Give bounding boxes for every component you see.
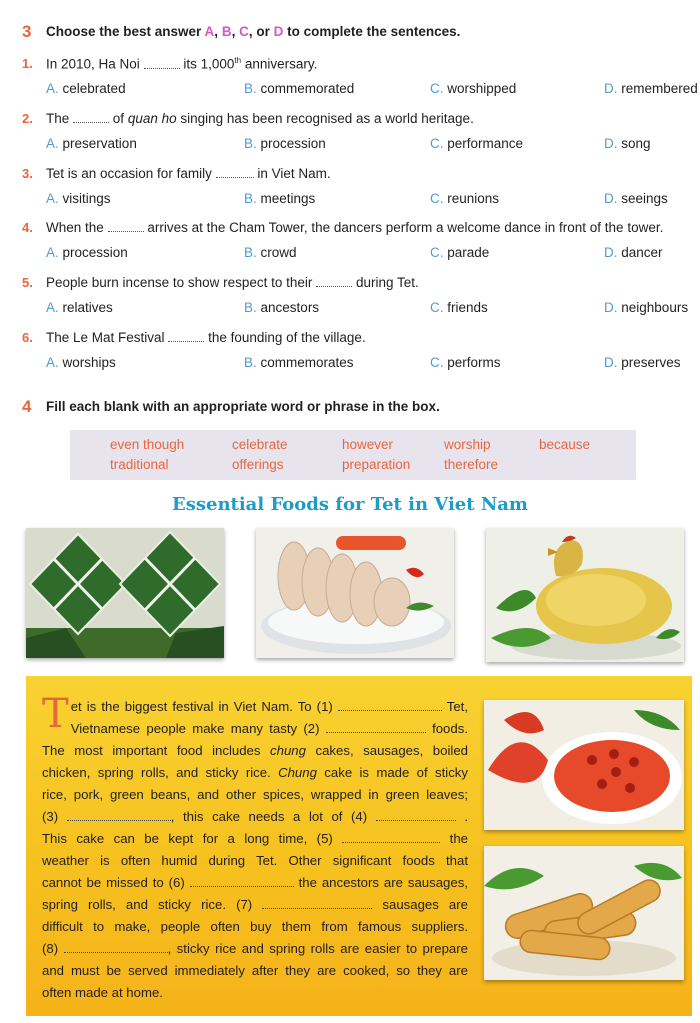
option-b[interactable] bbox=[244, 245, 297, 260]
title-or: , or bbox=[248, 24, 274, 39]
option-text: worships bbox=[62, 355, 116, 370]
exercise-3-number: 3 bbox=[22, 22, 32, 41]
exercise-3-title bbox=[46, 24, 460, 39]
title-text-prefix: Choose the best answer bbox=[46, 24, 205, 39]
title-letter-b: B bbox=[221, 24, 232, 39]
option-d[interactable] bbox=[604, 300, 688, 315]
passage-line: weather is often humid during Tet. Other significant foods that bbox=[42, 853, 468, 868]
question-number: 1. bbox=[22, 56, 33, 71]
option-letter: B. bbox=[244, 136, 257, 151]
passage-fragment: (8) bbox=[42, 941, 59, 956]
passage-blank-3 bbox=[67, 809, 171, 821]
title-letter-c: C bbox=[239, 24, 249, 39]
spring-rolls-photo bbox=[484, 846, 684, 980]
option-text: celebrated bbox=[62, 81, 126, 96]
question-number: 4. bbox=[22, 220, 33, 235]
option-c[interactable] bbox=[430, 136, 523, 151]
question-2 bbox=[0, 111, 700, 167]
option-c[interactable] bbox=[430, 81, 516, 96]
word-option: even though bbox=[110, 437, 185, 452]
question-text bbox=[46, 111, 474, 126]
option-text: song bbox=[621, 136, 651, 151]
passage-line bbox=[42, 806, 468, 828]
question-1 bbox=[0, 56, 700, 112]
passage-line bbox=[42, 696, 468, 718]
option-letter: A. bbox=[46, 300, 59, 315]
option-d[interactable] bbox=[604, 81, 698, 96]
option-text: procession bbox=[62, 245, 128, 260]
word-option: celebrate bbox=[232, 437, 288, 452]
option-b[interactable] bbox=[244, 300, 319, 315]
option-text: procession bbox=[260, 136, 326, 151]
question-text-after: during Tet. bbox=[355, 275, 419, 290]
question-number: 5. bbox=[22, 275, 33, 290]
word-option: worship bbox=[444, 437, 491, 452]
passage-fragment: Tet, bbox=[446, 699, 468, 714]
question-text-after: in Viet Nam. bbox=[257, 166, 331, 181]
sausage-photo bbox=[256, 528, 454, 658]
passage-blank-7 bbox=[262, 897, 372, 909]
option-text: crowd bbox=[260, 245, 297, 260]
passage-blank-1 bbox=[338, 699, 442, 711]
passage-fragment: chicken, spring rolls, and sticky rice. bbox=[42, 765, 279, 780]
passage-fragment: the bbox=[449, 831, 469, 846]
question-3 bbox=[0, 166, 700, 222]
option-a[interactable] bbox=[46, 136, 137, 151]
word-option: traditional bbox=[110, 457, 169, 472]
word-option: offerings bbox=[232, 457, 284, 472]
chung-cake-image bbox=[26, 528, 224, 658]
passage-line bbox=[42, 828, 468, 850]
option-letter: C. bbox=[430, 245, 444, 260]
option-a[interactable] bbox=[46, 300, 113, 315]
question-text-before: In 2010, Ha Noi bbox=[46, 56, 140, 72]
option-a[interactable] bbox=[46, 355, 116, 370]
passage-text bbox=[42, 691, 469, 1004]
question-text-after: the founding of the village. bbox=[208, 330, 366, 345]
option-letter: B. bbox=[244, 81, 257, 96]
italic-term: quan ho bbox=[127, 111, 177, 126]
option-text: commemorated bbox=[260, 81, 355, 96]
option-d[interactable] bbox=[604, 245, 663, 260]
option-a[interactable] bbox=[46, 191, 111, 206]
option-text: dancer bbox=[621, 245, 663, 260]
passage-line bbox=[42, 938, 468, 960]
option-letter: C. bbox=[430, 136, 444, 151]
option-text: relatives bbox=[62, 300, 113, 315]
passage-fragment: the ancestors are sausages, bbox=[298, 875, 468, 890]
option-c[interactable] bbox=[430, 355, 501, 370]
passage-fragment: et is the biggest festival in Viet Nam. To (1) bbox=[70, 699, 333, 714]
question-text-before: When the bbox=[46, 220, 104, 235]
option-b[interactable] bbox=[244, 355, 354, 370]
passage-fragment: cakes, sausages, boiled bbox=[305, 743, 468, 758]
chicken-photo bbox=[486, 528, 684, 662]
exercise-4-number: 4 bbox=[22, 397, 32, 416]
question-text-after: its 1,000 bbox=[183, 56, 235, 72]
answer-blank bbox=[144, 58, 180, 69]
passage-blank-4 bbox=[376, 809, 456, 821]
title-text-suffix: to complete the sentences. bbox=[283, 24, 461, 39]
option-text: neighbours bbox=[621, 300, 689, 315]
passage-line bbox=[42, 894, 468, 916]
option-letter: D. bbox=[604, 136, 618, 151]
option-letter: A. bbox=[46, 81, 59, 96]
question-text-before: Tet is an occasion for family bbox=[46, 166, 212, 181]
answer-blank bbox=[316, 276, 352, 287]
option-letter: C. bbox=[430, 81, 444, 96]
passage-fragment: The most important food includes bbox=[42, 743, 271, 758]
word-option: therefore bbox=[444, 457, 499, 472]
option-letter: C. bbox=[430, 191, 444, 206]
option-text: preservation bbox=[62, 136, 137, 151]
question-text-after: singing has been recognised as a world heritage. bbox=[176, 111, 474, 126]
option-text: commemorates bbox=[260, 355, 354, 370]
option-d[interactable] bbox=[604, 136, 651, 151]
spring-rolls-image bbox=[484, 846, 684, 980]
title-letter-a: A bbox=[204, 24, 215, 39]
passage-fragment: Vietnamese people make many tasty (2) bbox=[70, 721, 320, 736]
passage-line: often made at home. bbox=[42, 985, 163, 1000]
answer-blank bbox=[168, 331, 204, 342]
italic-term: Chung bbox=[278, 765, 317, 780]
option-c[interactable] bbox=[430, 300, 488, 315]
option-b[interactable] bbox=[244, 81, 354, 96]
question-5 bbox=[0, 275, 700, 331]
option-d[interactable] bbox=[604, 191, 668, 206]
passage-line: difficult to make, people often buy them from famous suppliers. bbox=[42, 919, 468, 934]
question-4 bbox=[0, 220, 700, 276]
question-text-of: of bbox=[112, 111, 128, 126]
option-letter: D. bbox=[604, 191, 618, 206]
passage-blank-5 bbox=[342, 831, 440, 843]
option-text: meetings bbox=[260, 191, 316, 206]
option-letter: D. bbox=[604, 300, 618, 315]
question-number: 2. bbox=[22, 111, 33, 126]
option-text: performance bbox=[447, 136, 524, 151]
question-6 bbox=[0, 330, 700, 386]
option-letter: A. bbox=[46, 136, 59, 151]
passage-blank-8 bbox=[64, 941, 168, 953]
passage-blank-6 bbox=[190, 875, 294, 887]
exercise-4-title: Fill each blank with an appropriate word or phrase in the box. bbox=[46, 399, 440, 414]
option-letter: A. bbox=[46, 245, 59, 260]
option-text: reunions bbox=[447, 191, 500, 206]
option-text: visitings bbox=[62, 191, 111, 206]
passage-fragment: spring rolls, and sticky rice. (7) bbox=[42, 897, 253, 912]
sticky-rice-photo bbox=[484, 700, 684, 830]
option-c[interactable] bbox=[430, 191, 499, 206]
passage-fragment: foods. bbox=[432, 721, 468, 736]
option-text: parade bbox=[447, 245, 490, 260]
option-text: friends bbox=[447, 300, 488, 315]
passage-fragment: . bbox=[464, 809, 469, 824]
option-d[interactable] bbox=[604, 355, 681, 370]
title-letter-d: D bbox=[273, 24, 284, 39]
question-text-before: The bbox=[46, 111, 70, 126]
passage-fragment: cake is made of sticky bbox=[316, 765, 468, 780]
word-box bbox=[70, 430, 636, 480]
passage-fragment: (3) bbox=[42, 809, 59, 824]
option-letter: D. bbox=[604, 81, 618, 96]
reading-title: Essential Foods for Tet in Viet Nam bbox=[172, 494, 528, 515]
word-option: because bbox=[539, 437, 591, 452]
option-letter: C. bbox=[430, 355, 444, 370]
passage-fragment: cannot be missed to (6) bbox=[42, 875, 185, 890]
question-number: 3. bbox=[22, 166, 33, 181]
option-letter: B. bbox=[244, 300, 257, 315]
question-text-after: arrives at the Cham Tower, the dancers perform a welcome dance in front of the tower. bbox=[147, 220, 664, 235]
option-letter: D. bbox=[604, 355, 618, 370]
passage-fragment: , sticky rice and spring rolls are easier to prepare bbox=[167, 941, 468, 956]
drop-cap: T bbox=[42, 691, 69, 737]
question-text-before: The Le Mat Festival bbox=[46, 330, 165, 345]
option-a[interactable] bbox=[46, 245, 128, 260]
passage-line bbox=[42, 740, 468, 762]
passage-fragment: This cake can be kept for a long time, (5) bbox=[42, 831, 333, 846]
passage-fragment: , this cake needs a lot of (4) bbox=[170, 809, 368, 824]
option-text: worshipped bbox=[447, 81, 517, 96]
option-c[interactable] bbox=[430, 245, 489, 260]
italic-term: chung bbox=[270, 743, 306, 758]
option-letter: B. bbox=[244, 191, 257, 206]
question-text bbox=[46, 56, 317, 72]
option-letter: D. bbox=[604, 245, 618, 260]
option-text: seeings bbox=[621, 191, 668, 206]
option-letter: A. bbox=[46, 355, 59, 370]
option-letter: B. bbox=[244, 355, 257, 370]
sticky-rice-image bbox=[484, 700, 684, 830]
chung-cake-photo bbox=[26, 528, 224, 658]
question-text bbox=[46, 220, 663, 235]
passage-line bbox=[42, 872, 468, 894]
question-text bbox=[46, 275, 419, 290]
option-text: preserves bbox=[621, 355, 681, 370]
passage-line: rice, pork, green beans, and other spices, wrapped in green leaves; bbox=[42, 787, 468, 802]
question-text-after-2: anniversary. bbox=[241, 56, 318, 72]
passage-line bbox=[42, 762, 468, 784]
superscript: th bbox=[234, 56, 242, 65]
option-text: remembered bbox=[621, 81, 698, 96]
question-text bbox=[46, 330, 366, 345]
option-b[interactable] bbox=[244, 191, 315, 206]
passage-fragment: sausages are bbox=[382, 897, 468, 912]
option-letter: B. bbox=[244, 245, 257, 260]
word-option: however bbox=[342, 437, 394, 452]
option-letter: C. bbox=[430, 300, 444, 315]
passage-line: and must be served immediately after they are cooked, so they are bbox=[42, 963, 468, 978]
answer-blank bbox=[216, 167, 254, 178]
chicken-image bbox=[486, 528, 684, 662]
option-letter: A. bbox=[46, 191, 59, 206]
question-number: 6. bbox=[22, 330, 33, 345]
answer-blank bbox=[108, 221, 144, 232]
question-text-before: People burn incense to show respect to their bbox=[46, 275, 313, 290]
title-comma-1: , bbox=[214, 24, 222, 39]
title-comma-2: , bbox=[231, 24, 240, 39]
option-b[interactable] bbox=[244, 136, 326, 151]
option-a[interactable] bbox=[46, 81, 126, 96]
word-option: preparation bbox=[342, 457, 411, 472]
passage-blank-2 bbox=[326, 721, 426, 733]
passage-line bbox=[42, 718, 468, 740]
option-text: ancestors bbox=[260, 300, 320, 315]
question-text bbox=[46, 166, 331, 181]
option-text: performs bbox=[447, 355, 501, 370]
answer-blank bbox=[73, 112, 109, 123]
sausage-image bbox=[256, 528, 454, 658]
